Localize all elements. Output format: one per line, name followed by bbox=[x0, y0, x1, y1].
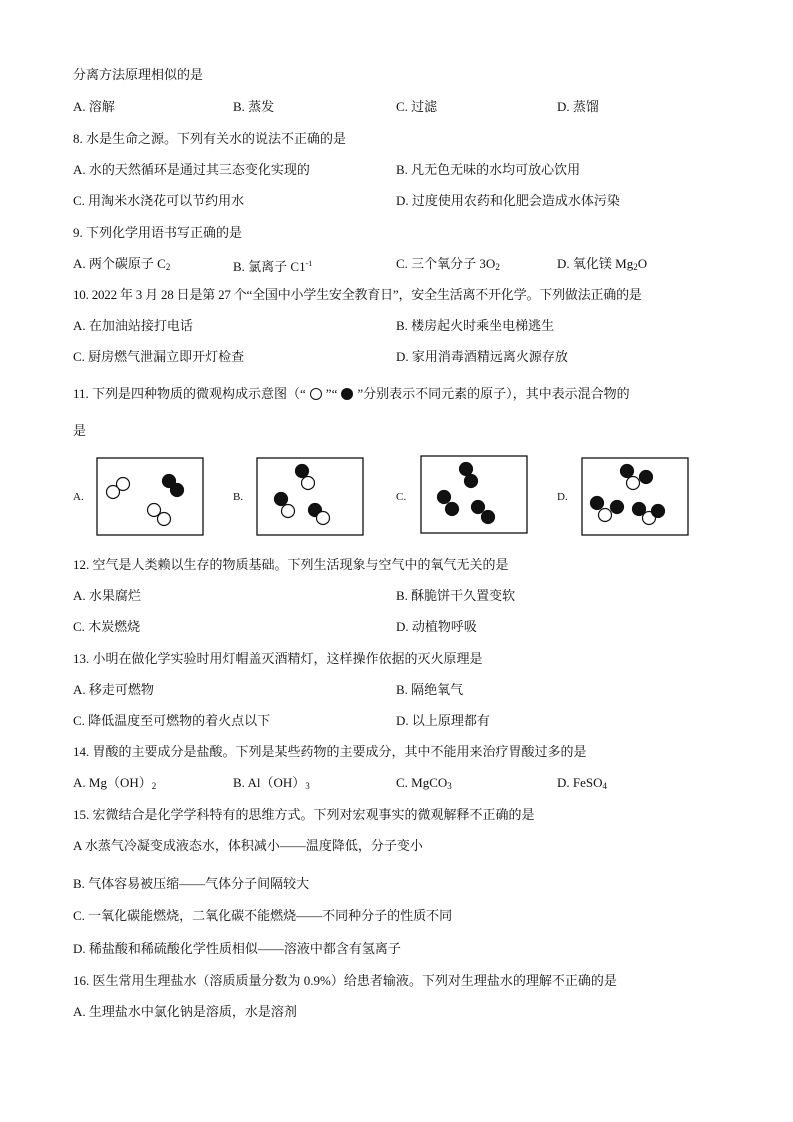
white-atom bbox=[317, 512, 330, 525]
white-atom bbox=[158, 513, 171, 526]
black-atom bbox=[591, 497, 604, 510]
black-atom bbox=[472, 501, 485, 514]
q13-option-c: C. 降低温度至可燃物的着火点以下 bbox=[73, 713, 271, 728]
black-atom bbox=[460, 463, 473, 476]
black-atom bbox=[446, 503, 459, 516]
q7-option-c: C. 过滤 bbox=[396, 99, 438, 114]
q14-option-b: B. $Al(OH)_3$ bbox=[233, 775, 310, 791]
q12-option-a: A. 水果腐烂 bbox=[73, 588, 141, 603]
q14-option-a: A. $Mg(OH)_2$ bbox=[73, 775, 157, 791]
q8-option-c: C. 用淘米水浇花可以节约用水 bbox=[73, 193, 245, 208]
q11-option-c-label: C. bbox=[396, 491, 407, 503]
q7-option-d: D. 蒸馏 bbox=[557, 99, 599, 114]
q12-option-d: D. 动植物呼吸 bbox=[396, 619, 477, 634]
black-atom bbox=[465, 475, 478, 488]
q7-option-b: B. 蒸发 bbox=[233, 99, 275, 114]
q13-option-d: D. 以上原理都有 bbox=[396, 713, 490, 728]
q10-option-a: A. 在加油站接打电话 bbox=[73, 318, 193, 333]
black-atom bbox=[296, 465, 309, 478]
q14-stem: 14. 胃酸的主要成分是盐酸。下列是某些药物的主要成分，其中不能用来治疗胃酸过多的是 bbox=[73, 744, 587, 759]
q9-option-c: C. 三个氧分子 $3O_2$ bbox=[396, 256, 500, 272]
q8-option-d: D. 过度使用农药和化肥会造成水体污染 bbox=[396, 193, 620, 208]
q7-option-a: A. 溶解 bbox=[73, 99, 115, 114]
black-atom bbox=[171, 484, 184, 497]
q12-option-b: B. 酥脆饼干久置变软 bbox=[396, 588, 516, 603]
q16-option-a: A. 生理盐水中氯化钠是溶质，水是溶剂 bbox=[73, 1004, 297, 1019]
q13-stem: 13. 小明在做化学实验时用灯帽盖灭酒精灯，这样操作依据的灭火原理是 bbox=[73, 651, 483, 666]
q8-option-a: A. 水的天然循环是通过其三态变化实现的 bbox=[73, 162, 310, 177]
q8-option-b: B. 凡无色无味的水均可放心饮用 bbox=[396, 162, 581, 177]
white-atom bbox=[302, 477, 315, 490]
q14-option-c: C. MgCO$_3$ bbox=[396, 775, 452, 791]
diagram-b-box bbox=[257, 458, 363, 535]
q10-option-d: D. 家用消毒酒精远离火源存放 bbox=[396, 349, 568, 364]
white-atom bbox=[107, 486, 120, 499]
q15-option-d: D. 稀盐酸和稀硫酸化学性质相似——溶液中都含有氢离子 bbox=[73, 941, 401, 956]
black-atom bbox=[652, 505, 665, 518]
q10-stem: 10. 2022 年 3 月 28 日是第 27 个“全国中小学生安全教育日”，安全生活离不开化学。下列做法正确的是 bbox=[73, 287, 642, 302]
diagram-c-box bbox=[421, 456, 527, 533]
q11-stem-line2: 是 bbox=[73, 423, 87, 438]
q10-option-b: B. 楼房起火时乘坐电梯逃生 bbox=[396, 318, 555, 333]
q12-stem: 12. 空气是人类赖以生存的物质基础。下列生活现象与空气中的氧气无关的是 bbox=[73, 557, 509, 572]
q12-option-c: C. 木炭燃烧 bbox=[73, 619, 141, 634]
q15-option-b: B. 气体容易被压缩——气体分子间隔较大 bbox=[73, 876, 310, 891]
q15-option-a: A 水蒸气冷凝变成液态水，体积减小——温度降低，分子变小 bbox=[73, 838, 423, 853]
q9-option-a: A. 两个碳原子 $C_2$ bbox=[73, 256, 171, 272]
q13-option-a: A. 移走可燃物 bbox=[73, 682, 154, 697]
black-atom bbox=[438, 491, 451, 504]
black-atom bbox=[482, 511, 495, 524]
q11-option-a-label: A. bbox=[73, 491, 84, 503]
white-atom bbox=[282, 505, 295, 518]
white-atom bbox=[627, 477, 640, 490]
black-atom bbox=[633, 503, 646, 516]
q11-option-d-label: D. bbox=[557, 491, 568, 503]
q9-stem: 9. 下列化学用语书写正确的是 bbox=[73, 225, 243, 240]
q7-stem-tail: 分离方法原理相似的是 bbox=[73, 67, 204, 82]
q8-stem: 8. 水是生命之源。下列有关水的说法不正确的是 bbox=[73, 131, 347, 146]
q15-option-c: C. 一氧化碳能燃烧，二氧化碳不能燃烧——不同种分子的性质不同 bbox=[73, 908, 453, 923]
black-atom bbox=[611, 501, 624, 514]
q9-option-d: D. 氧化镁 $Mg_2O$ bbox=[557, 256, 648, 272]
q13-option-b: B. 隔绝氧气 bbox=[396, 682, 464, 697]
q16-stem: 16. 医生常用生理盐水（溶质质量分数为 0.9%）给患者输液。下列对生理盐水的理解不正确的是 bbox=[73, 973, 617, 988]
q9-option-b: B. 氯离子 $C1^{-1}$ bbox=[233, 259, 313, 274]
q14-option-d: D. FeSO$_4$ bbox=[557, 775, 608, 791]
white-atom bbox=[599, 509, 612, 522]
q11-option-b-label: B. bbox=[233, 491, 244, 503]
q11-stem: 11. 下列是四种物质的微观构成示意图（“ ”“ ”分别表示不同元素的原子），其中表示混合物的 bbox=[73, 386, 630, 401]
black-atom bbox=[275, 493, 288, 506]
black-atom bbox=[640, 471, 653, 484]
q10-option-c: C. 厨房燃气泄漏立即开灯检查 bbox=[73, 349, 245, 364]
black-atom bbox=[621, 465, 634, 478]
q15-stem: 15. 宏微结合是化学学科特有的思维方式。下列对宏观事实的微观解释不正确的是 bbox=[73, 807, 535, 822]
